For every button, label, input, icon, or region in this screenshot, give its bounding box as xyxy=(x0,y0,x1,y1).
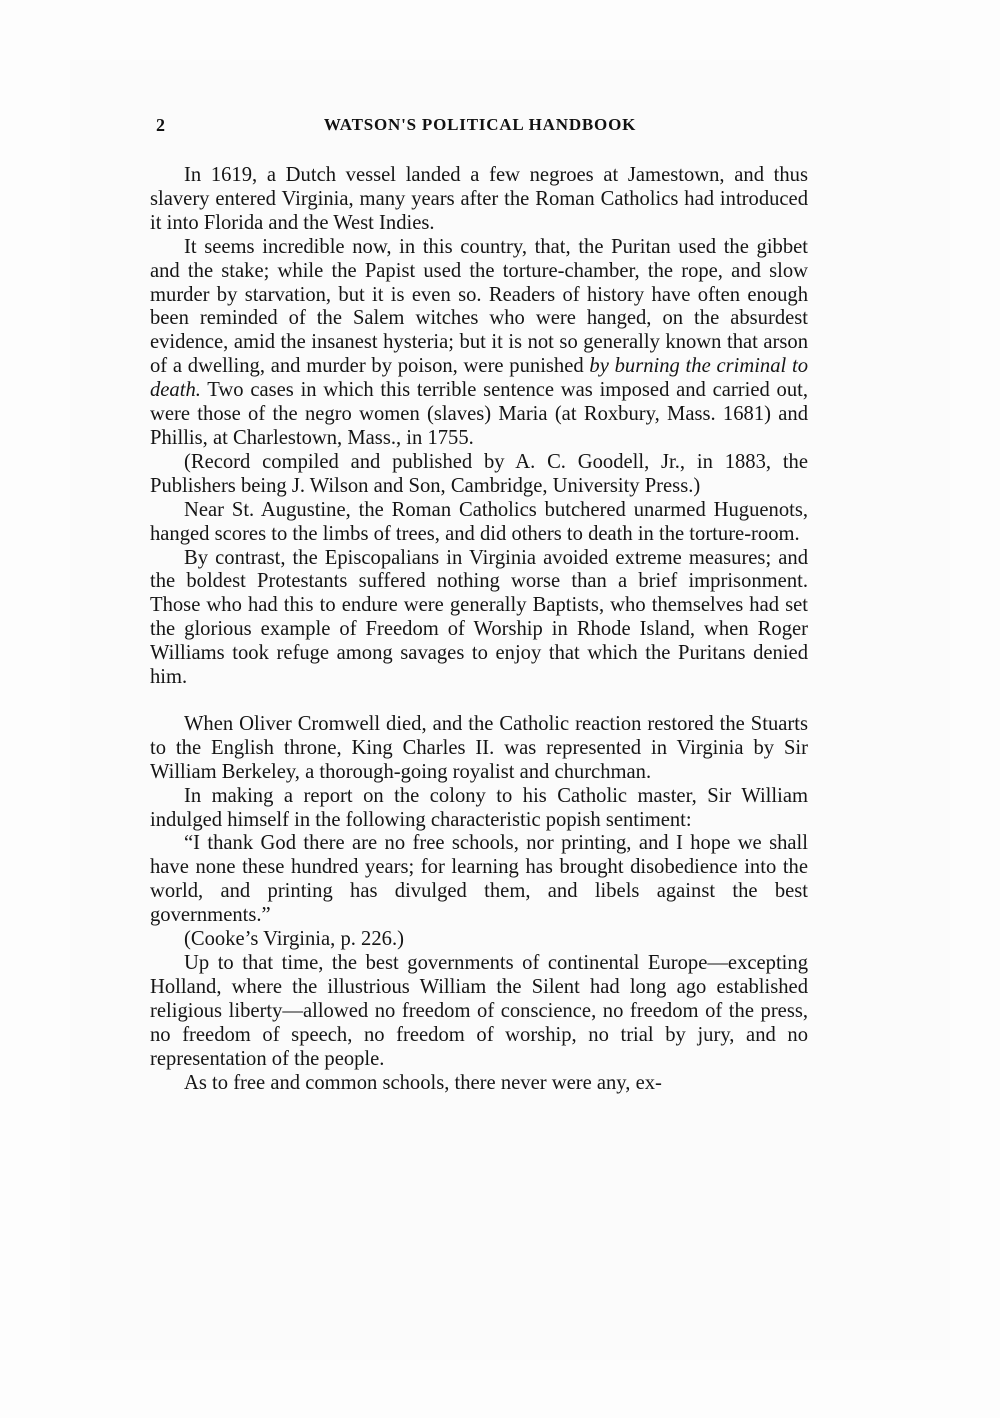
page-number: 2 xyxy=(156,115,166,135)
emphasized-text: by burning the criminal to death. xyxy=(150,355,809,402)
paragraph-slavery-jamestown: In 1619, a Dutch vessel landed a few negroes at Jamestown, and thus slavery entered Virginia, many years after the Roman Catholics had introduced it into Florida and the West Indies. xyxy=(150,164,808,234)
paragraph-free-schools: As to free and common schools, there never were any, ex- xyxy=(184,1071,662,1094)
paragraph-report: In making a report on the colony to his Catholic master, Sir William indulged himself in the following characteristic popish sentiment: xyxy=(150,784,808,831)
paragraph-text: It seems incredible now, in this country, that, the Puritan used the gibbet and the stake; while the Papist used the torture-chamber, the rope, and slow murder by starvation, but it is even so. Readers of history have often enough been reminded of the Salem witches who were hanged, on the absurdest evidence, amid the insanest hysteria; but it is not so generally known that arson of a dwelling, and murder by poison, were punished xyxy=(150,235,808,378)
running-title: WATSON'S POLITICAL HANDBOOK xyxy=(323,115,637,134)
paragraph-text: Two cases in which this terrible sentence was imposed and carried out, were those of the negro women (slaves) Maria (at Roxbury, Mass. 1681) and Phillis, at Charlestown, Mass., in 1755. xyxy=(150,379,808,449)
paragraph-cromwell: When Oliver Cromwell died, and the Catholic reaction restored the Stuarts to the English throne, King Charles II. was represented in Virginia by Sir William Berkeley, a thorough-going royalist and churchman. xyxy=(150,712,808,783)
paragraph-record-citation: (Record compiled and published by A. C. Goodell, Jr., in 1883, the Publishers being J. Wilson and Son, Cambridge, University Press.) xyxy=(150,450,808,497)
body-text xyxy=(150,164,808,1095)
section-gap xyxy=(150,690,808,713)
paragraph-st-augustine: Near St. Augustine, the Roman Catholics butchered unarmed Huguenots, hanged scores to the limbs of trees, and did others to death in the torture-room. xyxy=(150,498,808,545)
paragraph-cooke-citation: (Cooke’s Virginia, p. 226.) xyxy=(184,928,404,951)
paragraph-quotation: “I thank God there are no free schools, nor printing, and I hope we shall have none these hundred years; for learning has brought disobedience into the world, and printing has divulged them, and libels against the best governments.” xyxy=(150,832,808,927)
paragraph-episcopalians: By contrast, the Episcopalians in Virginia avoided extreme measures; and the boldest Protestants suffered nothing worse than a brief imprisonment. Those who had this to endure were generally Baptists, who themselves had set the glorious example of Freedom of Worship in Rhode Island, when Roger Williams took refuge among savages to enjoy that which the Puritans denied him. xyxy=(150,546,808,689)
paragraph-puritan-papist xyxy=(150,236,808,451)
page-header xyxy=(150,115,810,139)
paragraph-europe: Up to that time, the best governments of continental Europe—excepting Holland, where the illustrious William the Silent had long ago established religious liberty—allowed no freedom of conscience, no freedom of the press, no freedom of speech, no freedom of worship, no trial by jury, and no representation of the people. xyxy=(150,952,808,1070)
